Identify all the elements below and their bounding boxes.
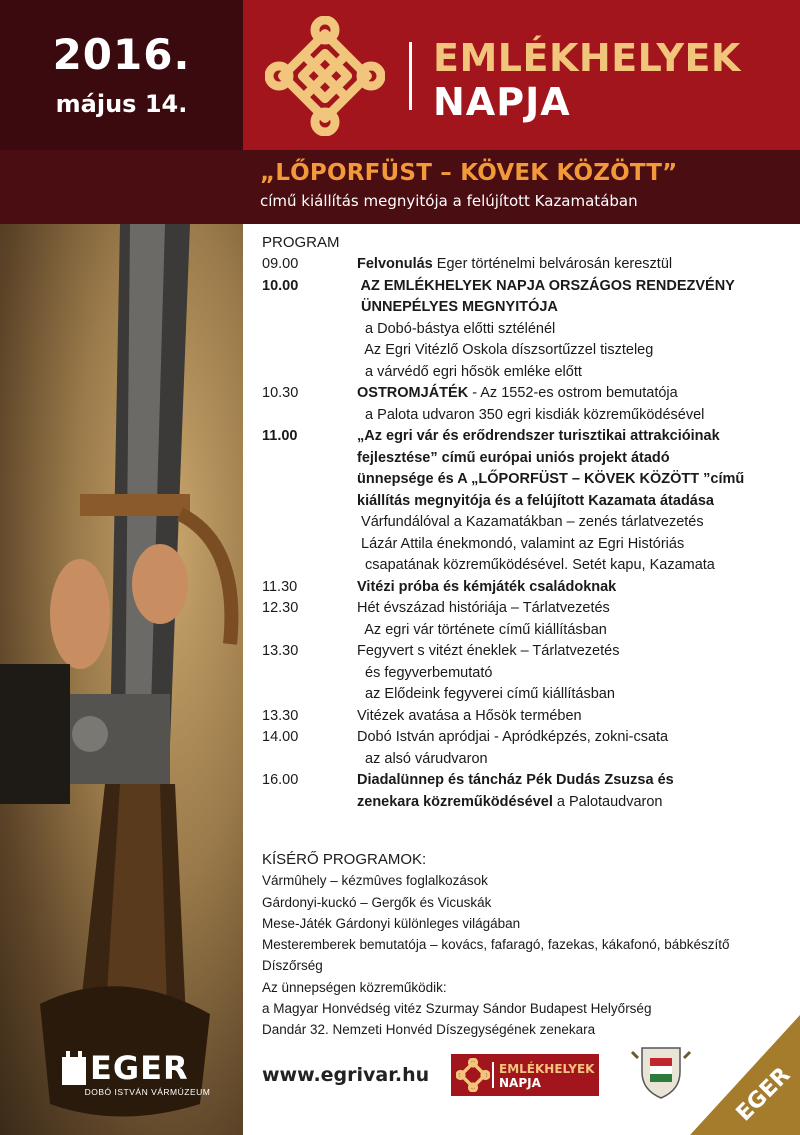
mini-brand-logo	[451, 1054, 599, 1096]
event-subtitle: című kiállítás megnyitója a felújított Kazamatában	[260, 192, 638, 210]
side-program-item: Gárdonyi-kuckó – Gergők és Vicuskák	[262, 894, 492, 910]
program-time: 10.30	[262, 385, 299, 401]
program-item	[262, 276, 792, 384]
program-line-text: Vitézek avatása a Hősök termében	[357, 707, 582, 724]
program-line	[357, 534, 744, 556]
program-time: 12.30	[262, 600, 299, 616]
program-item	[262, 577, 792, 599]
event-title: „LŐPORFÜST – KÖVEK KÖZÖTT”	[260, 160, 678, 186]
crest-icon	[630, 1038, 692, 1100]
program-line	[357, 383, 704, 405]
event-day: május 14.	[55, 90, 188, 118]
program-line	[357, 555, 744, 577]
program-line	[357, 641, 619, 663]
website-link[interactable]: www.egrivar.hu	[262, 1064, 430, 1086]
program-line-bold: ÜNNEPÉLYES MEGNYITÓJA	[357, 299, 558, 315]
brand-banner	[243, 0, 800, 150]
eger-logo-text: EGER	[90, 1049, 189, 1087]
side-programs-title: KÍSÉRŐ PROGRAMOK:	[262, 851, 427, 868]
program-item	[262, 383, 792, 426]
program-line	[357, 491, 744, 513]
program-list	[262, 234, 792, 813]
program-description	[357, 727, 668, 770]
program-line	[357, 319, 735, 341]
mini-brand-line2: NAPJA	[499, 1076, 541, 1090]
program-item	[262, 254, 792, 276]
program-line-text: Az Egri Vitézlő Oskola díszsortűzzel tiszteleg	[357, 342, 654, 358]
program-line-bold: „Az egri vár és erődrendszer turisztikai attrakcióinak	[357, 428, 720, 444]
program-description	[357, 577, 616, 599]
program-line-text: Eger történelmi belvárosán keresztül	[432, 256, 673, 272]
brand-title-line1: EMLÉKHELYEK	[433, 36, 741, 80]
program-time: 13.30	[262, 643, 299, 659]
eger-museum-logo	[60, 1045, 235, 1105]
program-line	[357, 254, 672, 276]
program-line	[357, 706, 582, 728]
program-line	[357, 276, 735, 298]
program-line-bold: OSTROMJÁTÉK	[357, 385, 469, 401]
program-line	[357, 577, 616, 599]
program-item	[262, 641, 792, 706]
program-line-text: Várfundálóval a Kazamatákban – zenés tárlatvezetés	[357, 514, 704, 530]
side-program-item: Dandár 32. Nemzeti Honvéd Díszegységének zenekara	[262, 1022, 596, 1038]
program-line-bold: kiállítás megnyitója és a felújított Kazamata átadása	[357, 492, 714, 509]
program-line	[357, 770, 674, 792]
program-line	[357, 297, 735, 319]
corner-badge	[690, 1015, 800, 1135]
musket-photo	[0, 224, 243, 1135]
program-time: 16.00	[262, 772, 299, 788]
program-line	[357, 598, 610, 620]
program-line-text: - Az 1552-es ostrom bemutatója	[468, 385, 678, 401]
program-line	[357, 684, 619, 706]
program-description	[357, 254, 672, 276]
program-title: PROGRAM	[262, 234, 340, 251]
program-line	[357, 405, 704, 427]
knot-logo-icon	[456, 1058, 490, 1092]
side-program-item: Mese-Játék Gárdonyi különleges világában	[262, 915, 521, 931]
program-line-text: Dobó István apródjai - Apródképzés, zokni-csata	[357, 729, 669, 745]
program-line	[357, 727, 668, 749]
program-line	[357, 340, 735, 362]
brand-divider	[409, 42, 412, 110]
eger-logo-subtitle: DOBÓ ISTVÁN VÁRMÚZEUM	[84, 1087, 211, 1097]
program-line-text: a várvédő egri hősök emléke előtt	[357, 363, 582, 380]
program-line-text: Hét évszázad históriája – Tárlatvezetés	[357, 600, 610, 616]
program-description	[357, 276, 735, 384]
program-line-text: Fegyvert s vitézt éneklek – Tárlatvezetés	[357, 643, 620, 659]
side-program-item: Mesteremberek bemutatója – kovács, fafaragó, fazekas, kákafonó, bábkészítő	[262, 937, 730, 953]
program-item	[262, 598, 792, 641]
program-description	[357, 641, 619, 706]
program-line-bold: zenekara közreműködésével	[357, 793, 553, 810]
program-line-text: a Palotaudvaron	[552, 793, 663, 810]
side-program-item: Az ünnepségen közreműködik:	[262, 979, 447, 995]
program-item	[262, 706, 792, 728]
program-line-bold: Felvonulás	[357, 256, 433, 272]
program-line	[357, 620, 610, 642]
date-block	[0, 0, 243, 150]
program-line-text: az alsó várudvaron	[357, 750, 488, 767]
program-description	[357, 383, 704, 426]
program-line-bold: Vitézi próba és kémjáték családoknak	[357, 578, 617, 595]
program-line	[357, 362, 735, 384]
program-time: 13.30	[262, 707, 299, 724]
program-time: 09.00	[262, 256, 299, 272]
musket-illustration	[0, 224, 243, 1135]
program-description	[357, 598, 610, 641]
program-line-text: Az egri vár története című kiállításban	[357, 621, 607, 638]
mini-brand-line1: EMLÉKHELYEK	[499, 1062, 595, 1076]
knot-logo-icon	[265, 16, 385, 136]
event-year: 2016.	[52, 30, 191, 79]
program-line-text: és fegyverbemutató	[357, 664, 493, 681]
program-line-bold: Diadalünnep és táncház Pék Dudás Zsuzsa és	[357, 772, 674, 788]
program-time: 10.00	[262, 277, 299, 294]
program-line-text: csapatának közreműködésével. Setét kapu, Kazamata	[357, 557, 715, 573]
program-description	[357, 426, 744, 577]
program-line	[357, 469, 744, 491]
program-item	[262, 770, 792, 813]
program-line-text: a Dobó-bástya előtti sztélénél	[357, 320, 556, 337]
program-time: 14.00	[262, 729, 299, 745]
program-line-text: a Palota udvaron 350 egri kisdiák közreműködésével	[357, 406, 705, 423]
castle-icon	[60, 1045, 88, 1085]
program-item	[262, 727, 792, 770]
program-line	[357, 512, 744, 534]
mini-brand-divider	[492, 1062, 494, 1088]
program-time: 11.30	[262, 578, 298, 595]
side-program-item: Díszőrség	[262, 958, 323, 974]
program-line	[357, 749, 668, 771]
program-line-text: Lázár Attila énekmondó, valamint az Egri Históriás	[357, 535, 685, 552]
program-time: 11.00	[262, 428, 298, 444]
program-line-text: az Elődeink fegyverei című kiállításban	[357, 686, 615, 702]
program-line-bold: ünnepsége és A „LŐPORFÜST – KÖVEK KÖZÖTT ”című	[357, 471, 745, 487]
brand-title-line2: NAPJA	[433, 80, 571, 124]
corner-badge-text: EGER	[731, 1062, 796, 1127]
program-line	[357, 426, 744, 448]
program-line	[357, 448, 744, 470]
program-description	[357, 706, 582, 728]
program-line-bold: AZ EMLÉKHELYEK NAPJA ORSZÁGOS RENDEZVÉNY	[357, 277, 735, 294]
program-item	[262, 426, 792, 577]
side-programs	[262, 849, 792, 1041]
side-program-item: a Magyar Honvédség vitéz Szurmay Sándor Budapest Helyőrség	[262, 1001, 652, 1017]
program-line	[357, 792, 674, 814]
side-program-item: Vármûhely – kézmûves foglalkozások	[262, 873, 488, 889]
program-line-bold: fejlesztése” című európai uniós projekt átadó	[357, 449, 670, 466]
program-line	[357, 663, 619, 685]
program-description	[357, 770, 674, 813]
